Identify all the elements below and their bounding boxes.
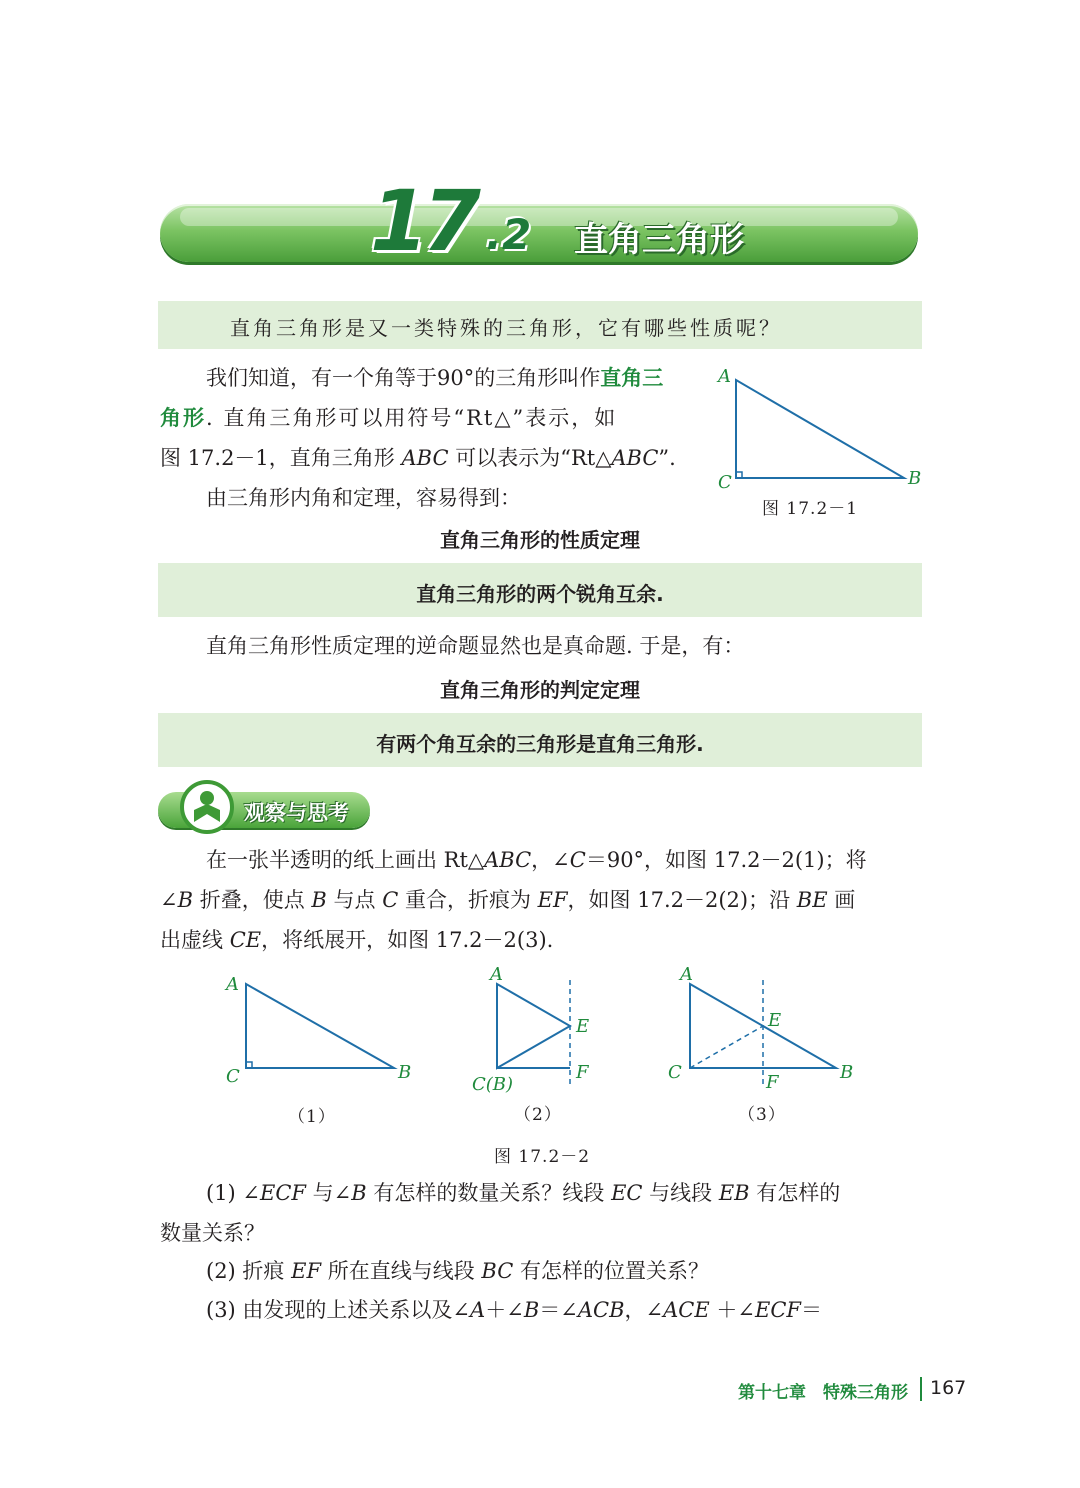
label-e: E [576,1016,590,1037]
observe-label: 观察与思考 [244,801,349,825]
math: ACE [663,1298,710,1322]
label-f: F [576,1062,589,1083]
section-banner [160,204,918,262]
text: 有怎样的位置关系？ [513,1259,709,1283]
math: BC [481,1259,514,1283]
math: ECF [755,1298,801,1322]
label-cb: C(B) [472,1074,514,1095]
text: ＝ [800,1298,822,1322]
text: ∠ [160,888,178,912]
text: 可以表示为“Rt△ [448,446,612,470]
math: ABC [611,446,659,470]
text: 与线段 [642,1181,719,1205]
theorem-1-title: 直角三角形的性质定理 [440,528,640,552]
text: (2) 折痕 [206,1259,292,1283]
text: . 直角三角形可以用符号“Rt△”表示，如 [206,406,618,430]
text: 画 [827,888,856,912]
question-1-cont: 数量关系？ [160,1221,265,1245]
math: ABC [484,848,532,872]
math: A [470,1298,486,1322]
label-e: E [768,1010,782,1031]
definition-line-3 [160,438,676,478]
text: ，将纸展开，如图 17.2－2(3). [261,928,554,952]
definition-line-4: 由三角形内角和定理，容易得到： [206,486,521,510]
text: ＝90°，如图 17.2－2(1)；将 [585,848,867,872]
math: BE [796,888,828,912]
converse-text: 直角三角形性质定理的逆命题显然也是真命题. 于是，有： [206,634,745,658]
math: B [523,1298,540,1322]
text: ＋∠ [485,1298,524,1322]
term-right-triangle: 直角三 [600,365,664,390]
question-3 [206,1290,822,1330]
text: 有怎样的数量关系？线段 [366,1181,612,1205]
text: 与∠ [306,1181,352,1205]
theorem-2-title: 直角三角形的判定定理 [440,678,640,702]
label-a: A [490,964,503,985]
text: 我们知道，有一个角等于 [206,366,437,390]
math: CE [229,928,262,952]
text: 在一张半透明的纸上画出 Rt△ [206,848,485,872]
text: 出虚线 [160,928,230,952]
page-number: 167 [930,1377,967,1399]
sub-caption-3: （3） [738,1105,786,1125]
question-1 [206,1173,840,1213]
label-c: C [668,1062,682,1083]
triangle-abc [246,984,394,1068]
label-a: A [718,366,731,387]
folded-triangle [497,984,570,1068]
text: ＝∠ [539,1298,578,1322]
text: 的三角形叫作 [474,366,601,390]
text: 有怎样的 [749,1181,841,1205]
math: B [177,888,194,912]
math: C [569,848,586,872]
theorem-2-box [158,713,922,767]
text: 图 17.2－1，直角三角形 [160,446,402,470]
label-a: A [226,974,239,995]
text: 折叠，使点 [193,888,312,912]
math: ABC [401,446,449,470]
text: 90° [437,366,475,390]
label-b: B [398,1062,412,1083]
math: EB [718,1181,750,1205]
reader-icon [184,784,230,830]
question-2 [206,1251,709,1291]
text: (1) ∠ [206,1181,261,1205]
math: EC [611,1181,643,1205]
figure-2-caption: 图 17.2－2 [494,1147,591,1167]
theorem-1-body: 直角三角形的两个锐角互余. [416,582,664,606]
observe-icon [180,780,234,834]
math: EF [291,1259,322,1283]
theorem-1-box [158,563,922,617]
term-right-triangle-cont: 角形 [160,405,206,430]
text: ”. [658,446,676,470]
footer-divider [920,1377,922,1401]
text: ，∠ [531,848,570,872]
text: ，∠ [624,1298,664,1322]
figure-2-panel-2 [472,964,590,1095]
figure-1-caption: 图 17.2－1 [762,499,859,519]
banner-gloss [180,208,898,226]
activity-line-3 [160,920,553,960]
label-c: C [718,472,732,493]
label-b: B [908,468,922,489]
text: (3) 由发现的上述关系以及∠ [206,1298,471,1322]
math: B [351,1181,367,1205]
dashed-ce [690,1026,763,1068]
figure-2-panel-3 [668,964,853,1093]
text: 所在直线与线段 [321,1259,482,1283]
text: 与点 [326,888,383,912]
label-a: A [680,964,693,985]
label-f: F [766,1072,779,1093]
label-c: C [226,1066,240,1087]
label-b: B [840,1062,854,1083]
theorem-2-body: 有两个角互余的三角形是直角三角形. [376,732,704,756]
sub-caption-2: （2） [514,1105,562,1125]
definition-line-1 [206,358,663,398]
activity-line-2 [160,880,855,920]
math: ACB [577,1298,625,1322]
sub-caption-1: （1） [288,1107,336,1127]
math: C [382,888,399,912]
math: ECF [260,1181,306,1205]
section-title: 直角三角形 [574,220,744,260]
intro-question: 直角三角形是又一类特殊的三角形，它有哪些性质呢？ [230,316,782,340]
text: 重合，折痕为 [398,888,538,912]
section-subnumber: .2 [486,210,532,259]
figure-2-panel-1 [224,974,411,1087]
chapter-footer: 第十七章 特殊三角形 [738,1383,908,1403]
math: EF [537,888,568,912]
section-number: 17 [370,172,475,270]
activity-line-1 [206,840,867,880]
triangle-abc [736,380,904,478]
definition-line-2 [160,398,617,438]
text: ＋∠ [709,1298,755,1322]
math: B [311,888,327,912]
text: ，如图 17.2－2(2)；沿 [567,888,797,912]
